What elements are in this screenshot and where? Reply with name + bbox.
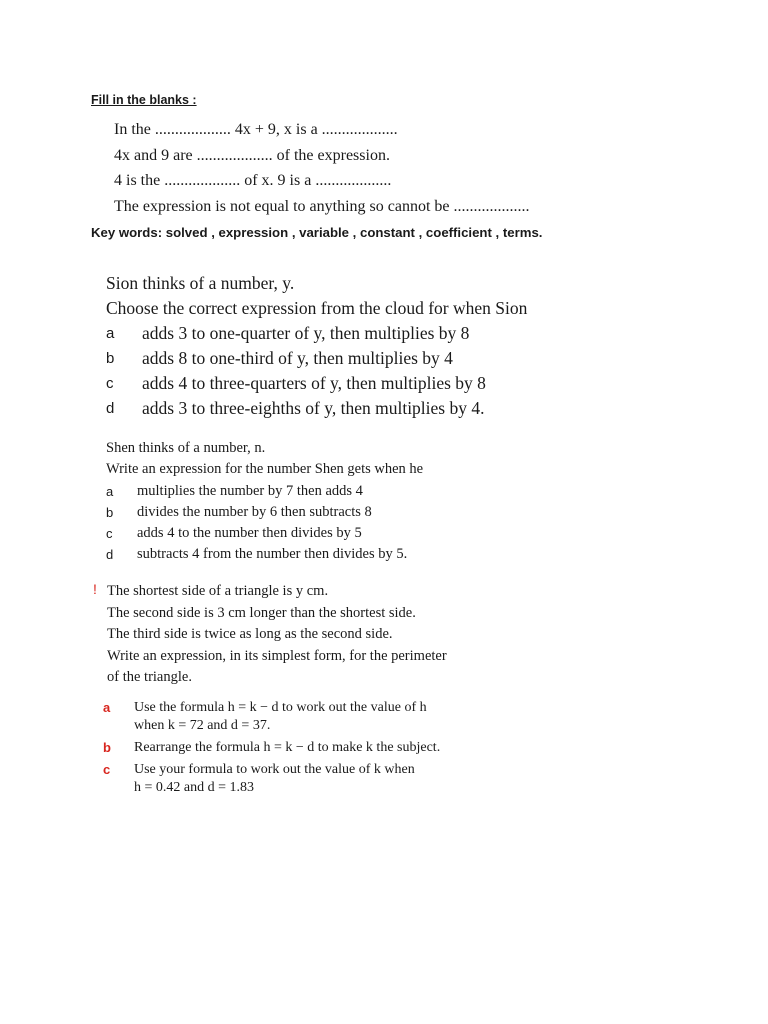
question-intro-line: Write an expression for the number Shen gets when he	[106, 461, 424, 478]
formula-part	[103, 761, 440, 797]
question-option	[106, 481, 423, 502]
part-letter: a	[103, 700, 111, 715]
question-option	[106, 371, 527, 396]
fill-blank-line: The expression is not equal to anything so cannot be ...................	[114, 197, 530, 215]
option-text: divides the number by 6 then subtracts 8	[137, 503, 372, 520]
question-intro-line: Shen thinks of a number, n.	[106, 440, 266, 456]
option-letter: a	[106, 325, 115, 342]
fill-blank-line: 4 is the ................... of x. 9 is a ...................	[114, 172, 392, 189]
question-option	[106, 396, 527, 421]
part-letter: b	[103, 740, 111, 755]
option-letter: a	[106, 483, 114, 499]
part-letter: c	[103, 762, 111, 777]
fill-blank-line: In the ................... 4x + 9, x is a ...................	[114, 121, 398, 138]
option-text: adds 8 to one-third of y, then multiplies by 4	[142, 348, 453, 368]
question-option	[106, 321, 527, 346]
option-letter: b	[106, 350, 115, 367]
question-option	[106, 544, 423, 565]
question-marker: !	[93, 581, 97, 597]
part-line: h = 0.42 and d = 1.83	[134, 780, 255, 795]
question-option	[106, 523, 423, 544]
question-line: of the triangle.	[107, 669, 192, 685]
part-line: Use the formula h = k − d to work out the value of h	[134, 700, 427, 715]
fill-blank-line: 4x and 9 are ................... of the expression.	[114, 146, 390, 164]
formula-question	[103, 699, 440, 797]
triangle-question	[107, 581, 447, 689]
question-intro-line: Choose the correct expression from the cloud for when Sion	[106, 298, 528, 318]
formula-part	[103, 699, 440, 735]
part-line: Use your formula to work out the value of k when	[134, 762, 415, 777]
formula-part	[103, 739, 440, 757]
part-line: Rearrange the formula h = k − d to make k the subject.	[134, 740, 441, 755]
option-text: adds 4 to the number then divides by 5	[137, 525, 362, 542]
shen-question	[106, 438, 423, 566]
fill-blanks-section	[114, 117, 529, 219]
option-text: multiplies the number by 7 then adds 4	[137, 482, 363, 499]
question-line: Write an expression, in its simplest form, for the perimeter	[107, 647, 447, 664]
option-text: adds 3 to three-eighths of y, then multiplies by 4.	[142, 398, 485, 418]
option-letter: d	[106, 400, 115, 417]
option-letter: c	[106, 526, 113, 542]
option-letter: d	[106, 547, 114, 563]
question-intro-line: Sion thinks of a number, y.	[106, 273, 295, 293]
option-text: adds 4 to three-quarters of y, then multiplies by 8	[142, 373, 486, 393]
option-text: adds 3 to one-quarter of y, then multiplies by 8	[142, 323, 470, 343]
question-line: The third side is twice as long as the second side.	[107, 626, 393, 642]
option-letter: c	[106, 375, 114, 392]
fill-blanks-heading: Fill in the blanks :	[91, 93, 197, 107]
sion-question	[106, 271, 527, 421]
part-line: when k = 72 and d = 37.	[134, 718, 271, 733]
question-option	[106, 502, 423, 523]
question-line: The second side is 3 cm longer than the shortest side.	[107, 604, 416, 621]
question-line: The shortest side of a triangle is y cm.	[107, 583, 329, 599]
question-option	[106, 346, 527, 371]
keywords-line: Key words: solved , expression , variable , constant , coefficient , terms.	[91, 225, 543, 240]
option-text: subtracts 4 from the number then divides by 5.	[137, 546, 408, 563]
option-letter: b	[106, 504, 114, 520]
